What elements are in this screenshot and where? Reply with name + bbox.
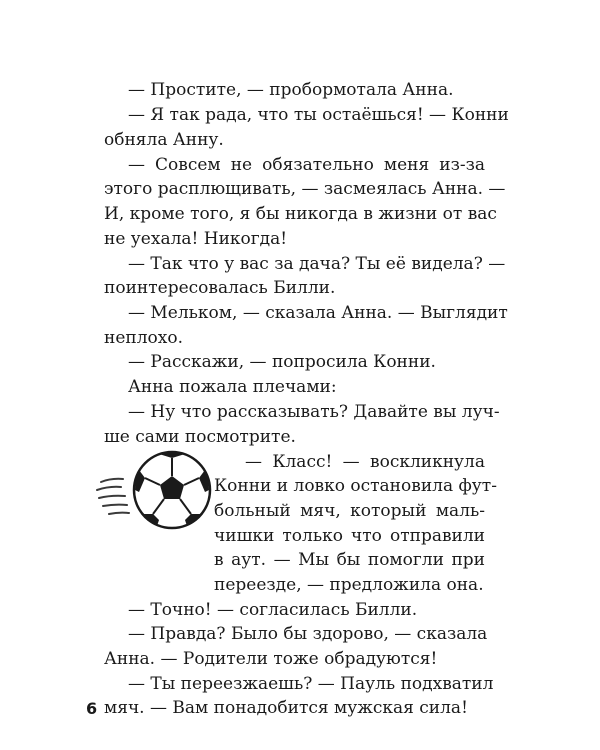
- soccer-ball-icon: [95, 440, 215, 540]
- text-line: неплохо.: [104, 328, 183, 348]
- text-line: Анна. — Родители тоже обрадуются!: [104, 649, 438, 669]
- text-line: Анна пожала плечами:: [128, 377, 337, 397]
- text-line: Конни и ловко остановила фут-: [214, 476, 497, 496]
- text-line: — Точно! — согласилась Билли.: [128, 600, 418, 620]
- text-line: — Правда? Было бы здорово, — сказала: [128, 624, 488, 644]
- text-line: больный мяч, который маль-: [214, 501, 485, 521]
- text-line: — Я так рада, что ты остаёшься! — Конни: [128, 105, 509, 125]
- text-line: — Простите, — пробормотала Анна.: [128, 80, 454, 100]
- text-line: переезде, — предложила она.: [214, 575, 484, 595]
- text-line: мяч. — Вам понадобится мужская сила!: [104, 698, 468, 718]
- text-line: обняла Анну.: [104, 130, 224, 150]
- text-line: — Класс! — воскликнула: [245, 452, 485, 472]
- text-line: не уехала! Никогда!: [104, 229, 288, 249]
- text-line: — Совсем не обязательно меня из-за: [128, 155, 485, 175]
- text-line: — Расскажи, — попросила Конни.: [128, 352, 436, 372]
- text-line: чишки только что отправили: [214, 526, 485, 546]
- page-number: 6: [86, 699, 98, 718]
- text-line: — Мельком, — сказала Анна. — Выглядит: [128, 303, 508, 323]
- text-line: — Ты переезжаешь? — Пауль подхватил: [128, 674, 494, 694]
- text-line: в аут. — Мы бы помогли при: [214, 550, 485, 570]
- text-line: ше сами посмотрите.: [104, 427, 296, 447]
- text-line: И, кроме того, я бы никогда в жизни от вас: [104, 204, 497, 224]
- text-line: этого расплющивать, — засмеялась Анна. —: [104, 179, 506, 199]
- text-line: — Ну что рассказывать? Давайте вы луч-: [128, 402, 500, 422]
- text-line: — Так что у вас за дача? Ты её видела? —: [128, 254, 506, 274]
- text-line: поинтересовалась Билли.: [104, 278, 336, 298]
